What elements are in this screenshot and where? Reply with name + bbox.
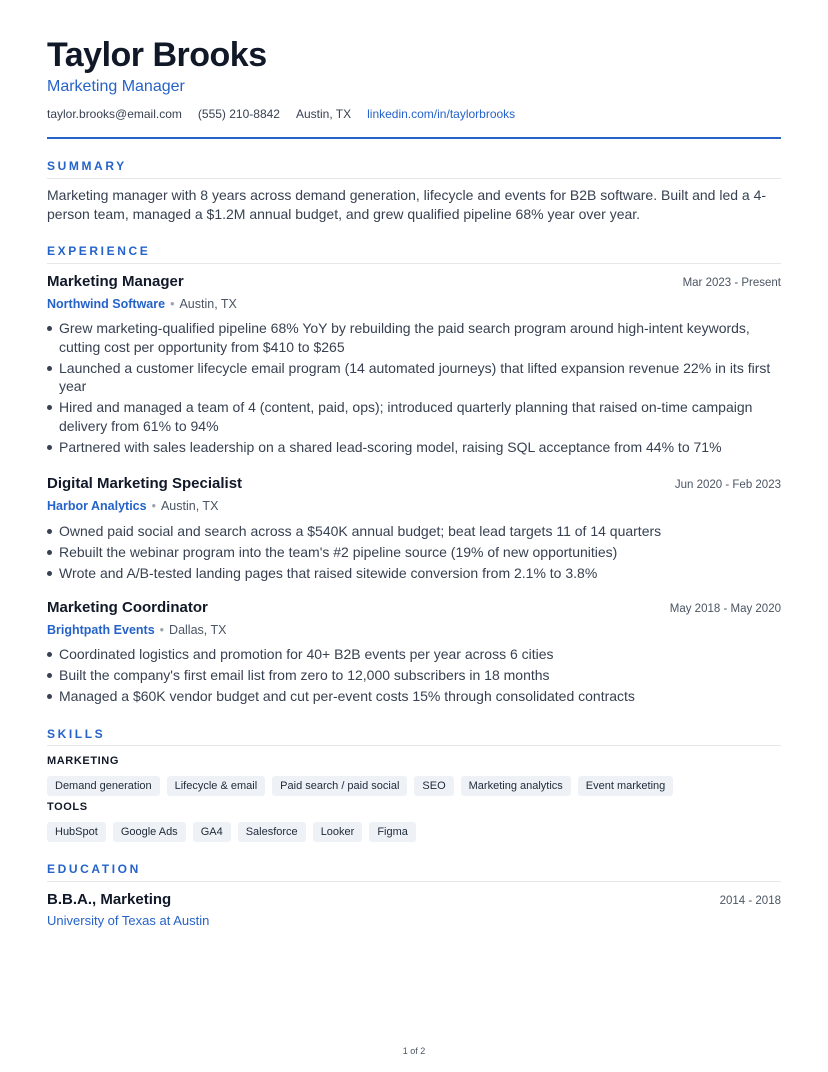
- skill-chip: Event marketing: [578, 776, 673, 796]
- experience-heading: EXPERIENCE: [47, 244, 151, 258]
- job-title: Digital Marketing Specialist: [47, 475, 243, 492]
- job-dates: May 2018 - May 2020: [669, 603, 781, 615]
- header-divider: [47, 137, 781, 139]
- job-company: Harbor Analytics: [47, 499, 147, 513]
- job-location: Austin, TX: [179, 297, 237, 311]
- job-meta: [47, 499, 218, 513]
- job-dates: Jun 2020 - Feb 2023: [674, 479, 781, 491]
- skill-chip: Paid search / paid social: [272, 776, 407, 796]
- skill-chip: SEO: [414, 776, 453, 796]
- skill-chip: HubSpot: [47, 822, 106, 842]
- contact-line: [47, 107, 531, 121]
- skill-category-label: MARKETING: [47, 755, 120, 767]
- education-degree: B.B.A., Marketing: [47, 891, 172, 908]
- job-location: Austin, TX: [160, 499, 219, 513]
- skills-divider: [47, 745, 781, 746]
- job-bullets: [47, 319, 781, 459]
- experience-divider: [47, 263, 781, 264]
- contact-phone: (555) 210-8842: [197, 107, 280, 121]
- list-item: Built the company's first email list from zero to 12,000 subscribers in 18 months: [47, 666, 781, 685]
- list-item: Launched a customer lifecycle email program (14 automated journeys) that lifted expansion revenue 22% in its first year: [47, 359, 781, 396]
- job-company: Northwind Software: [47, 297, 166, 311]
- skill-chip: Looker: [313, 822, 363, 842]
- job-title: Marketing Manager: [47, 273, 184, 290]
- contact-linkedin-link[interactable]: linkedin.com/in/taylorbrooks: [367, 107, 516, 121]
- list-item: Coordinated logistics and promotion for 40+ B2B events per year across 6 cities: [47, 645, 781, 664]
- job-bullets: [47, 522, 781, 585]
- candidate-name: Taylor Brooks: [47, 36, 267, 74]
- skill-chip: Lifecycle & email: [167, 776, 266, 796]
- list-item: Hired and managed a team of 4 (content, paid, ops); introduced quarterly planning that raised on-time campaign delivery from 61% to 94%: [47, 398, 781, 435]
- job-bullets: [47, 645, 781, 708]
- separator-dot: •: [170, 297, 175, 311]
- education-divider: [47, 881, 781, 882]
- summary-divider: [47, 178, 781, 179]
- list-item: Partnered with sales leadership on a shared lead-scoring model, raising SQL acceptance from 44% to 71%: [47, 438, 781, 457]
- skill-category-label: TOOLS: [47, 801, 88, 813]
- skill-chip-row: [47, 776, 680, 796]
- list-item: Rebuilt the webinar program into the team's #2 pipeline source (19% of new opportunities): [47, 543, 781, 562]
- skill-chip-row: [47, 822, 423, 842]
- education-heading: EDUCATION: [47, 862, 141, 876]
- skill-chip: GA4: [193, 822, 231, 842]
- job-company: Brightpath Events: [47, 623, 155, 637]
- skills-heading: SKILLS: [47, 727, 106, 741]
- skill-chip: Salesforce: [238, 822, 306, 842]
- summary-heading: SUMMARY: [47, 159, 127, 173]
- job-location: Dallas, TX: [169, 623, 227, 637]
- skill-chip: Demand generation: [47, 776, 160, 796]
- skill-chip: Figma: [369, 822, 416, 842]
- contact-location: Austin, TX: [295, 107, 352, 121]
- candidate-role: Marketing Manager: [47, 78, 185, 95]
- education-dates: 2014 - 2018: [719, 895, 781, 907]
- contact-email[interactable]: taylor.brooks@email.com: [47, 107, 182, 121]
- list-item: Wrote and A/B-tested landing pages that raised sitewide conversion from 2.1% to 3.8%: [47, 564, 781, 583]
- skill-chip: Marketing analytics: [461, 776, 571, 796]
- list-item: Owned paid social and search across a $540K annual budget; beat lead targets 11 of 14 quarters: [47, 522, 781, 541]
- list-item: Grew marketing-qualified pipeline 68% YoY by rebuilding the paid search program around high-intent keywords, cutting cost per opportunity from $410 to $265: [47, 319, 781, 356]
- page-indicator: 1 of 2: [402, 1046, 426, 1056]
- separator-dot: •: [159, 623, 165, 637]
- job-dates: Mar 2023 - Present: [682, 277, 781, 289]
- job-title: Marketing Coordinator: [47, 599, 208, 616]
- separator-dot: •: [151, 499, 156, 513]
- summary-text: Marketing manager with 8 years across demand generation, lifecycle and events for B2B software. Built and led a 4-person team, managed a $1.2M annual budget, and grew qualified pipeline 68% year over year.: [47, 187, 767, 222]
- skill-chip: Google Ads: [113, 822, 186, 842]
- education-school: University of Texas at Austin: [47, 913, 210, 928]
- job-meta: [47, 297, 237, 311]
- list-item: Managed a $60K vendor budget and cut per-event costs 15% through consolidated contracts: [47, 687, 781, 706]
- job-meta: [47, 623, 226, 637]
